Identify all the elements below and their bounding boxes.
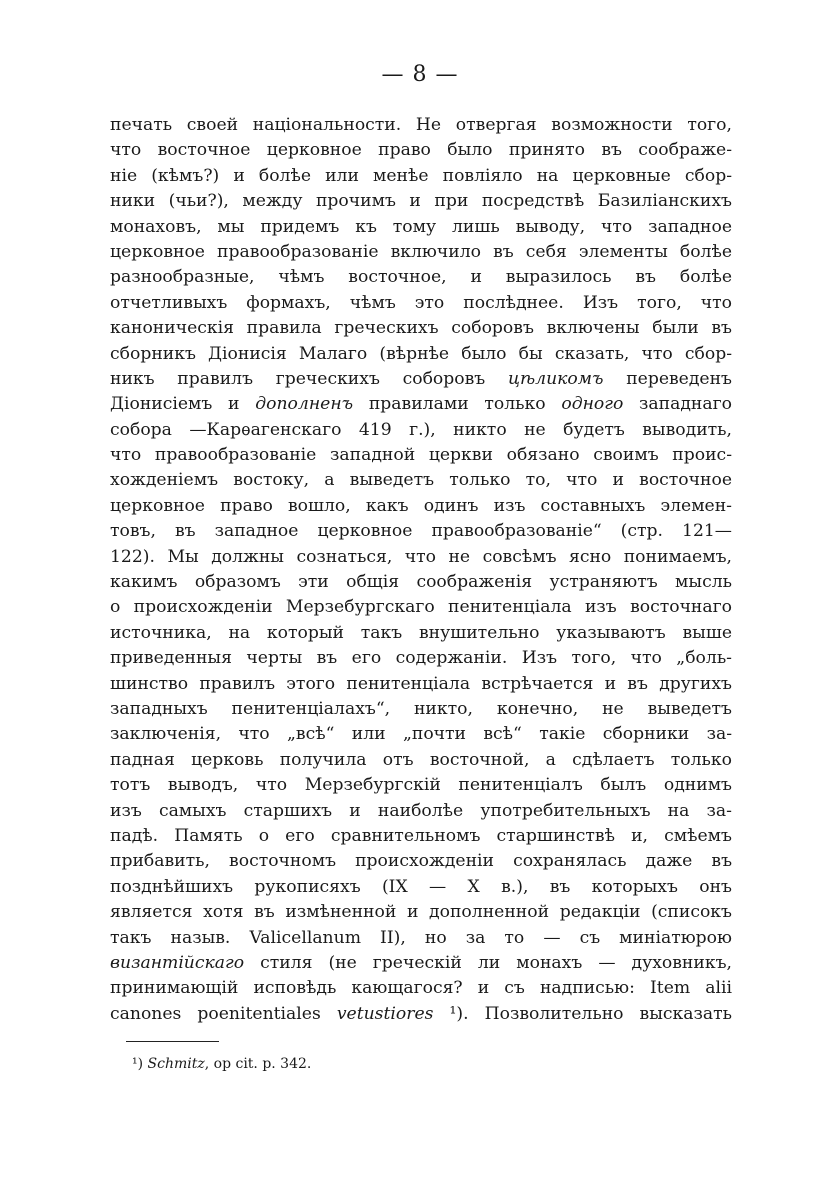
text-run: позднѣйшихъ рукописяхъ (IX — X в.), въ которыхъ онъ (110, 876, 732, 897)
text-line (110, 519, 732, 544)
text-line (110, 621, 732, 646)
text-run: приведенныя черты въ его содержаніи. Изъ того, что „боль- (110, 648, 732, 669)
text-run: стиля (не греческій ли монахъ — духовникъ, (244, 952, 732, 973)
italic-text: одного (561, 394, 624, 415)
text-line (110, 697, 732, 722)
text-run: печать своей національности. Не отвергая возможности того, (110, 115, 732, 135)
italic-text: византійскаго (110, 952, 245, 973)
text-line (110, 875, 732, 900)
text-line (110, 291, 732, 316)
text-line (110, 545, 732, 570)
text-run: сборникъ Діонисія Малаго (вѣрнѣе было бы сказать, что сбор- (110, 343, 732, 364)
text-run: хожденіемъ востоку, а выведетъ только то, что и восточное (110, 470, 732, 491)
text-line (110, 316, 732, 341)
text-line (110, 926, 732, 951)
text-run: падѣ. Память о его сравнительномъ старшинствѣ и, смѣемъ (110, 825, 732, 846)
text-line (110, 849, 732, 874)
text-line (110, 646, 732, 671)
footnote-divider (126, 1041, 219, 1042)
text-run: что правообразованіе западной церкви обязано своимъ проис- (110, 445, 732, 466)
text-run: собора —Карѳагенскаго 419 г.), никто не будетъ выводить, (110, 419, 732, 440)
text-run: какимъ образомъ эти общія соображенія устраняютъ мысль (110, 572, 732, 593)
text-run: падная церковь получила отъ восточной, а сдѣлаетъ только (110, 749, 732, 770)
italic-text: дополненъ (255, 394, 354, 415)
body-paragraph (110, 113, 732, 1027)
text-run: церковное право вошло, какъ одинъ изъ составныхъ элемен- (110, 495, 732, 516)
text-run: изъ самыхъ старшихъ и наиболѣе употребительныхъ на за- (110, 800, 732, 821)
text-run: является хотя въ измѣненной и дополненной редакціи (списокъ (110, 902, 732, 923)
text-run: прибавить, восточномъ происхожденіи сохранялась даже въ (110, 851, 732, 872)
text-line (110, 113, 732, 138)
text-run: о происхожденіи Мерзебургскаго пенитенціала изъ восточнаго (110, 597, 732, 618)
text-line (110, 443, 732, 468)
text-line (110, 1002, 732, 1027)
text-run: canones poenitentiales (110, 1003, 337, 1024)
text-run: тотъ выводъ, что Мерзебургскій пенитенціалъ былъ однимъ (110, 775, 732, 796)
text-line (110, 595, 732, 620)
text-line (110, 392, 732, 417)
text-line (110, 672, 732, 697)
footnote-marker: ¹) (132, 1056, 144, 1072)
text-run: никъ правилъ греческихъ соборовъ (110, 368, 508, 389)
text-run: ники (чьи?), между прочимъ и при посредствѣ Базиліанскихъ (110, 191, 732, 212)
text-line (110, 138, 732, 163)
text-run: источника, на который такъ внушительно указываютъ выше (110, 622, 732, 643)
text-line (110, 189, 732, 214)
text-run: товъ, въ западное церковное правообразованіе“ (стр. 121— (110, 521, 732, 542)
text-run: переведенъ (603, 368, 732, 389)
text-line (110, 722, 732, 747)
text-run: каноническія правила греческихъ соборовъ включены были въ (110, 318, 732, 339)
text-line (110, 367, 732, 392)
text-line (110, 164, 732, 189)
page-number: — 8 — (381, 62, 459, 87)
text-run: ¹). Позволительно высказать (433, 1003, 732, 1024)
footnote (132, 1054, 311, 1074)
text-run: ніе (кѣмъ?) и болѣе или менѣе повліяло на церковные сбор- (110, 165, 732, 186)
text-run: разнообразные, чѣмъ восточное, и выразилось въ болѣе (110, 267, 732, 288)
text-run: что восточное церковное право было принято въ соображе- (110, 140, 732, 161)
text-line (110, 418, 732, 443)
text-run: церковное правообразованіе включило въ себя элементы болѣе (110, 241, 732, 262)
text-run: принимающій исповѣдь кающагося? и съ надписью: Item alii (110, 978, 732, 999)
italic-text: vetustiores (336, 1003, 434, 1024)
text-run: заключенія, что „всѣ“ или „почти всѣ“ такіе сборники за- (110, 724, 732, 745)
text-run: западныхъ пенитенціалахъ“, никто, конечно, не выведетъ (110, 698, 732, 719)
footnote-citation: , op cit. p. 342. (204, 1056, 312, 1072)
text-line (110, 824, 732, 849)
text-line (110, 215, 732, 240)
text-run: западнаго (623, 394, 732, 415)
text-line (110, 570, 732, 595)
text-line (110, 976, 732, 1001)
text-line (110, 494, 732, 519)
text-line (110, 799, 732, 824)
text-run: шинство правилъ этого пенитенціала встрѣчается и въ другихъ (110, 673, 732, 694)
text-run: такъ назыв. Valicellanum II), но за то — съ миніатюрою (110, 927, 732, 948)
text-line (110, 900, 732, 925)
footnote-author: Schmitz (147, 1056, 205, 1072)
text-line (110, 773, 732, 798)
text-line (110, 468, 732, 493)
text-run: монаховъ, мы придемъ къ тому лишь выводу, что западное (110, 216, 732, 237)
text-run: 122). Мы должны сознаться, что не совсѣмъ ясно понимаемъ, (110, 546, 732, 567)
text-run: правилами только (353, 394, 562, 415)
text-line (110, 265, 732, 290)
text-run: Діонисіемъ и (110, 394, 256, 415)
text-line (110, 951, 732, 976)
text-run: отчетливыхъ формахъ, чѣмъ это послѣднее. Изъ того, что (110, 292, 732, 313)
text-line (110, 748, 732, 773)
italic-text: цѣликомъ (507, 368, 604, 389)
text-line (110, 342, 732, 367)
text-line (110, 240, 732, 265)
